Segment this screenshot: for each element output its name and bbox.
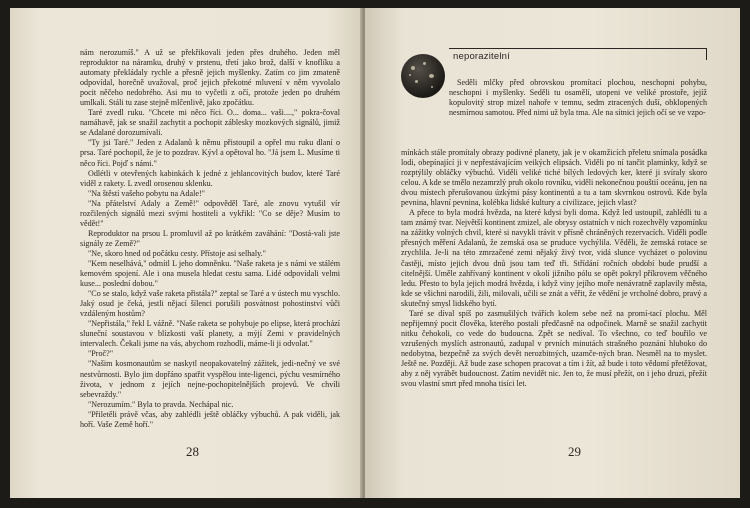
paragraph: Taré se díval spíš po zasmušilých tvářích kolem sebe než na promí-tací plochu. Měl nepřijemný pocit člověka, kterého postali předčasně na odpočinek. Marně se snažil zachytit nitku čehokoli, co vede do budoucna. Zpět se nedíval. To všechno, co teď bouřilo ve vzrušených myslích astronautů, zadupal v prvních minutách strašného poznání hluboko do nedobytna, bezpečně za svých devět nerozbitných, uzamče-ných bran. Nesměl na to myslet. Ještě ne. Později. Až bude zase schopen pracovat a tím i žít, až bude i toto vědomí přetěžovat, aby z něj vyrábět budoucnost. Zatím nevidět nic. Jen to, že musí přežít, on i jeho druzi, přežít svou vlastní smrt před mnoha tisíci let.	[401, 308, 707, 389]
chapter-rule	[449, 48, 707, 49]
paragraph: "Na štěstí vašeho pobytu na Adale!"	[88, 188, 205, 198]
paragraph: "Co se stalo, když vaše raketa přistála?" zeptal se Taré a v ústech mu vyschlo. Jaký osud je čeká, jestli nějací šílenci porušili posvátnost pohostinství vůči vzdáleným hostům?	[80, 289, 340, 319]
paragraph: nám nerozumíš." A už se překřikovali jeden přes druhého. Jeden měl reproduktor na náramku, druhý v prstenu, třetí jako brož, další v knoflíku a automaty překládaly rychle a přesně jejich myšlenky. Zatím co jim zmateně odpovídal, horečně uvažoval, proč jejich překotné mluvení v něm vyvolalo pocit něčeho nedobrého. Asi mu to vyčetli z očí, protože jeden po druhém umlkali. Stáli tu zase stejně mlčenlivě, jako zpočátku.	[80, 48, 340, 108]
paragraph: "Přiletěli právě včas, aby zahlédli ještě obláčky výbuchů. A pak viděli, jak hoří. Vaše Země hoří."	[80, 409, 340, 429]
page-number-right: 29	[568, 444, 581, 459]
paragraph: Seděli mlčky před obrovskou promítací plochou, neschopni pohybu, neschopni i myšlenky. Seděli tu osamělí, utopeni ve veliké prostoře, jejíž kopulovitý strop mizel nahoře v temnu, sedm ztracených duší, obklopených nesmírnou samotou. Před nimi už byla tma. Ale na sítnici jejich očí se ve vzpo-	[449, 78, 707, 118]
left-page	[10, 8, 362, 498]
paragraph: "Nepřistála," řekl L vážně. "Naše raketa se pohybuje po elipse, která prochází sluneční soustavou v blízkosti vaší planety, a mýjí Zemi v pravidelných intervalech. Čekali jsme na vás, abychom rozhodli, máme-li ji odvolat."	[80, 319, 340, 349]
paragraph: Reproduktor na prsou L promluvil až po krátkém zaváhání: "Dostá-vali jste signály ze Země?"	[80, 228, 340, 248]
paragraph: "Nerozumím." Byla to pravda. Nechápal nic.	[88, 399, 234, 409]
paragraph: Odlétli v otevřených kabinkách k jedné z jehlancovitých budov, které Taré viděl z rakety. L zvedl orosenou sklenku.	[80, 168, 340, 188]
paragraph: A přece to byla modrá hvězda, na které kdysi byli doma. Když led ustoupil, zahlédli tu a tam známý tvar. Největší kontinent zmizel, ale obrysy ostatních v nich rozechvěly vzpomínku na zážitky volných chvil, které si navykli trávit v přísně chráněných rezervacích. Viděli podle přesných měření Adalanů, že zemská osa se pruduce vychýlila. Věděli, že zemská rotace se zrychlila. Je-li na této zmrzačené zemi nějaký živý tvor, vidá slunce vycházet o polovinu častěji, místo jejich dvou dnů jsou tam teď tři. Střídání ročních období bude prudší a citelnější. Uměle zahřívaný kontinent v okolí jižního pólu se opět pokryl příkrovem věčného ledu. Přesto to byla jejich modrá hvězda, i když viny jejího moře nenávratně zaplavily města, kde se všichni narodili, žili, milovali, učili se znát a věřit, že vědění je vrcholné dobro, pravý a skutečný smysl lidského bytí.	[401, 208, 707, 308]
paragraph: Taré zvedl ruku. "Chcete mi něco říci. O... doma... vaši....," pokra-čoval namáhavě, jak se snažil zachytit a pochopit záblesky mozkových signálů, jimiž se Adalané dorozumívali.	[80, 108, 340, 138]
planet-icon	[401, 54, 445, 98]
paragraph: "Proč?"	[88, 349, 114, 359]
paragraph: "Na přátelství Adaly a Země!" odpověděl Taré, ale znovu vytušil vír rozčilených signálů mezi svými hostiteli a vykřikl: "Co se děje? Musím to vědět!"	[80, 198, 340, 228]
paragraph: "Ne, skoro hned od počátku cesty. Přístoje asi selhaly."	[88, 248, 266, 258]
paragraph: mínkách stále promítaly obrazy podivné planety, jak je v okamžicích přeletu snímala posádka lodi, obepínající ji v nepřestávajícím veikých elipsách. Viděli po ní tančit plamínky, když se rozptýlily obláčky výbuchů. Viděli veliké tiché bílých ledových ker, které ji svíraly skoro celou. A kde se tmělo nezamrzlý pruh okolo rovníku, viděli nekonečnou pouštií oceánu, jen na dvou místech přerušovanou úzkými pásy kontinentů a tu a tam skvrnkou ostrovů. Kde byla pevnina, hlavní pevnina, kolébka lidské kultury a civilizace, jejich vlast?	[401, 148, 707, 208]
paragraph: "Kem neselhává," odmítl L jeho domněnku. "Naše raketa je s námi ve stálém kemovém spojení. Ale i ona musela hledat cestu sama. Lidé odpovídali velmi kuse... poslední dobou."	[80, 258, 340, 289]
chapter-title: neporazitelní	[453, 51, 510, 62]
right-page	[365, 8, 740, 498]
chapter-rule-end	[706, 48, 707, 60]
page-number-left: 28	[186, 444, 199, 459]
right-page-intro	[449, 78, 707, 118]
left-page-text	[80, 48, 340, 430]
paragraph: "Ty jsi Taré." Jeden z Adalanů k němu přistoupil a opřel mu ruku dlaní o prsa. Taré pochopil, že je to pozdrav. Kývl a opětoval ho. "Já jsem L. Musíme ti něco říci. Pojď s námi."	[80, 138, 340, 168]
right-page-text	[401, 148, 707, 389]
paragraph: "Našim kosmonautům se naskytl neopakovatelný zážitek, jedi-nečný ve své nestvůrnosti. Bylo jim dopřáno spatřit vyspělou inte-ligenci, pýchu vesmírného života, v jednom z jejích nejne-pochopitelnějších projevů. Ve chvíli sebevraždy."	[80, 359, 340, 399]
